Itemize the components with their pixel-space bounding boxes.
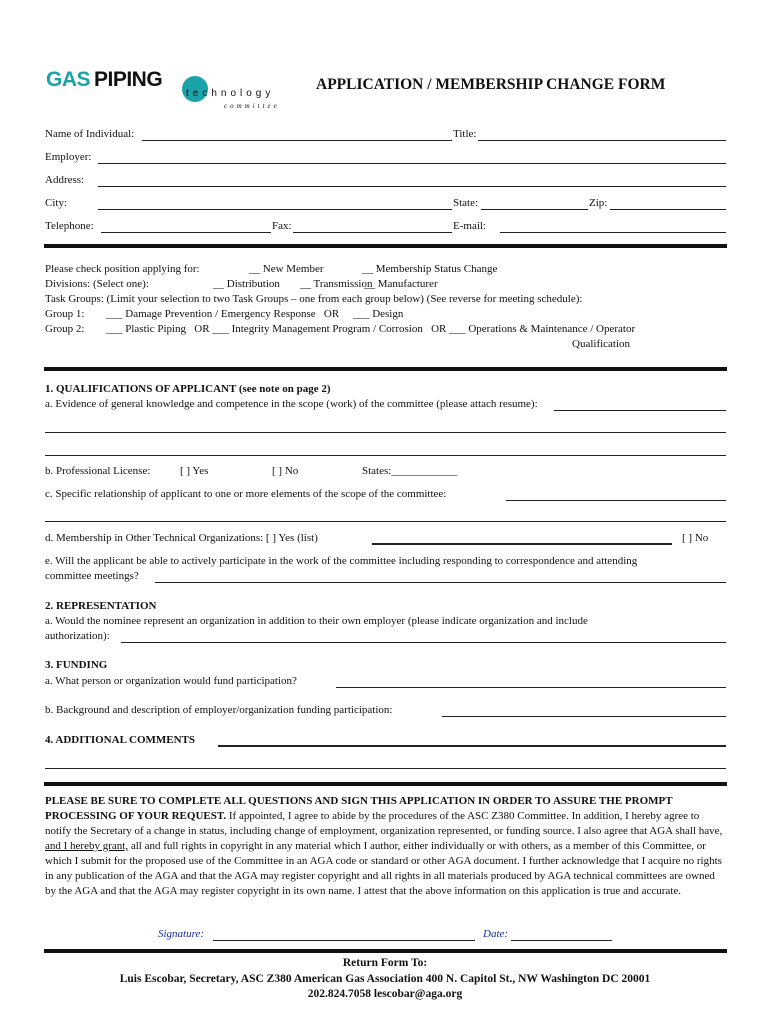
section1-a-input[interactable]: [554, 410, 726, 411]
form-title: APPLICATION / MEMBERSHIP CHANGE FORM: [316, 76, 666, 93]
manufacturer-option[interactable]: __ Manufacturer: [364, 278, 438, 290]
task-groups-intro: Task Groups: (Limit your selection to two Task Groups – one from each group below) (See reverse for meeting schedule):: [45, 293, 583, 305]
position-label: Please check position applying for:: [45, 263, 200, 275]
section3-a-input[interactable]: [336, 687, 726, 688]
transmission-option[interactable]: __ Transmission: [300, 278, 373, 290]
section1-c-input[interactable]: [506, 500, 726, 501]
section2-a-text-cont: authorization):: [45, 630, 110, 642]
section1-e-text: e. Will the applicant be able to actively participate in the work of the committee including responding to correspondence and attending: [45, 555, 638, 567]
group2-label: Group 2:: [45, 323, 85, 335]
zip-input[interactable]: [610, 209, 726, 210]
section4-heading: 4. ADDITIONAL COMMENTS: [45, 734, 196, 746]
logo-committee-text: committee: [224, 102, 280, 110]
divisions-label: Divisions: (Select one):: [45, 278, 149, 290]
agreement-grant: and I hereby grant,: [45, 840, 129, 852]
divider: [44, 244, 727, 248]
section4-input-line2[interactable]: [45, 768, 726, 769]
agreement-bold: PLEASE BE SURE TO COMPLETE ALL QUESTIONS AND SIGN THIS APPLICATION IN ORDER TO ASSURE THE PROMPT PROCESSING OF YOUR REQUEST.: [45, 795, 673, 822]
date-input[interactable]: [511, 940, 612, 941]
name-label: Name of Individual:: [45, 128, 135, 140]
section1-d-input[interactable]: [372, 543, 672, 545]
section2-heading: 2. REPRESENTATION: [45, 600, 157, 612]
telephone-input[interactable]: [101, 232, 271, 233]
section3-b-input[interactable]: [442, 716, 726, 717]
telephone-label: Telephone:: [45, 220, 94, 232]
section1-a-text: a. Evidence of general knowledge and competence in the scope (work) of the committee (please attach resume):: [45, 398, 538, 410]
license-states-field[interactable]: States:____________: [362, 465, 458, 477]
license-no-checkbox[interactable]: [ ] No: [272, 465, 299, 477]
distribution-option[interactable]: __ Distribution: [213, 278, 280, 290]
employer-input[interactable]: [98, 163, 726, 164]
license-yes-checkbox[interactable]: [ ] Yes: [180, 465, 209, 477]
title-input[interactable]: [478, 140, 726, 141]
section1-c-input-line2[interactable]: [45, 521, 726, 522]
return-heading: Return Form To:: [342, 957, 428, 969]
section2-a-input[interactable]: [121, 642, 726, 643]
group1-label: Group 1:: [45, 308, 85, 320]
status-change-option[interactable]: __ Membership Status Change: [362, 263, 498, 275]
email-label: E-mail:: [453, 220, 486, 232]
logo-technology-text: technology: [186, 88, 275, 99]
section3-b-text: b. Background and description of employer/organization funding participation:: [45, 704, 393, 716]
group2-continuation: Qualification: [572, 338, 631, 350]
agreement-paragraph: [45, 794, 727, 899]
title-label: Title:: [453, 128, 477, 140]
divider: [44, 782, 727, 786]
section3-heading: 3. FUNDING: [45, 659, 108, 671]
signature-input[interactable]: [213, 940, 475, 941]
signature-label: Signature:: [158, 928, 205, 940]
membership-no-checkbox[interactable]: [ ] No: [682, 532, 709, 544]
date-label: Date:: [483, 928, 509, 940]
zip-label: Zip:: [589, 197, 608, 209]
agreement-text1: If appointed, I agree to abide by the procedures of the ASC Z380 Committee. In addition, I hereby agree to notify the Secretary of a change in status, including change of employment, organization represented, or funding source. I also agree that AGA shall have,: [45, 810, 723, 837]
section1-b-label: b. Professional License:: [45, 465, 151, 477]
fax-label: Fax:: [272, 220, 292, 232]
email-input[interactable]: [500, 232, 726, 233]
section1-a-input-line3[interactable]: [45, 455, 726, 456]
section1-a-input-line2[interactable]: [45, 432, 726, 433]
fax-input[interactable]: [293, 232, 452, 233]
section1-d-text: d. Membership in Other Technical Organizations: [ ] Yes (list): [45, 532, 318, 544]
section1-e-text-cont: committee meetings?: [45, 570, 139, 582]
address-input[interactable]: [98, 186, 726, 187]
logo-gas-text: GAS: [46, 68, 91, 91]
group1-options[interactable]: ___ Damage Prevention / Emergency Response OR ___ Design: [106, 308, 404, 320]
divider: [44, 949, 727, 953]
name-input[interactable]: [142, 140, 452, 141]
address-label: Address:: [45, 174, 85, 186]
section4-input[interactable]: [218, 745, 726, 747]
city-label: City:: [45, 197, 68, 209]
divider: [44, 367, 727, 371]
agreement-text2: all and full rights in copyright in any material which I author, either individually or with others, as a member of this Committee, or which I submit for the proposed use of the Committee in an AGA code or standard or other AGA document. I further acknowledge that I acquire no rights in any publication of the AGA and that the AGA may register copyright and all rights in all materials produced by AGA technical committees are owned by the AGA and that the AGA may register copyright in its own name. I attest that the above information on this application is true and accurate.: [45, 840, 722, 897]
group2-options[interactable]: ___ Plastic Piping OR ___ Integrity Management Program / Corrosion OR ___ Operations & Maintenance / Operator: [106, 323, 636, 335]
section2-a-text: a. Would the nominee represent an organization in addition to their own employer (please indicate organization and include: [45, 615, 588, 627]
section1-c-text: c. Specific relationship of applicant to one or more elements of the scope of the committee:: [45, 488, 447, 500]
section3-a-text: a. What person or organization would fund participation?: [45, 675, 297, 687]
section1-heading: 1. QUALIFICATIONS OF APPLICANT (see note on page 2): [45, 383, 331, 395]
city-input[interactable]: [98, 209, 452, 210]
section1-e-input[interactable]: [155, 582, 726, 583]
state-input[interactable]: [481, 209, 588, 210]
return-contact: 202.824.7058 lescobar@aga.org: [307, 988, 463, 1000]
employer-label: Employer:: [45, 151, 92, 163]
new-member-option[interactable]: __ New Member: [249, 263, 324, 275]
logo-piping-text: PIPING: [94, 68, 163, 91]
state-label: State:: [453, 197, 479, 209]
return-address: Luis Escobar, Secretary, ASC Z380 American Gas Association 400 N. Capitol St., NW Washington DC 20001: [119, 973, 651, 985]
